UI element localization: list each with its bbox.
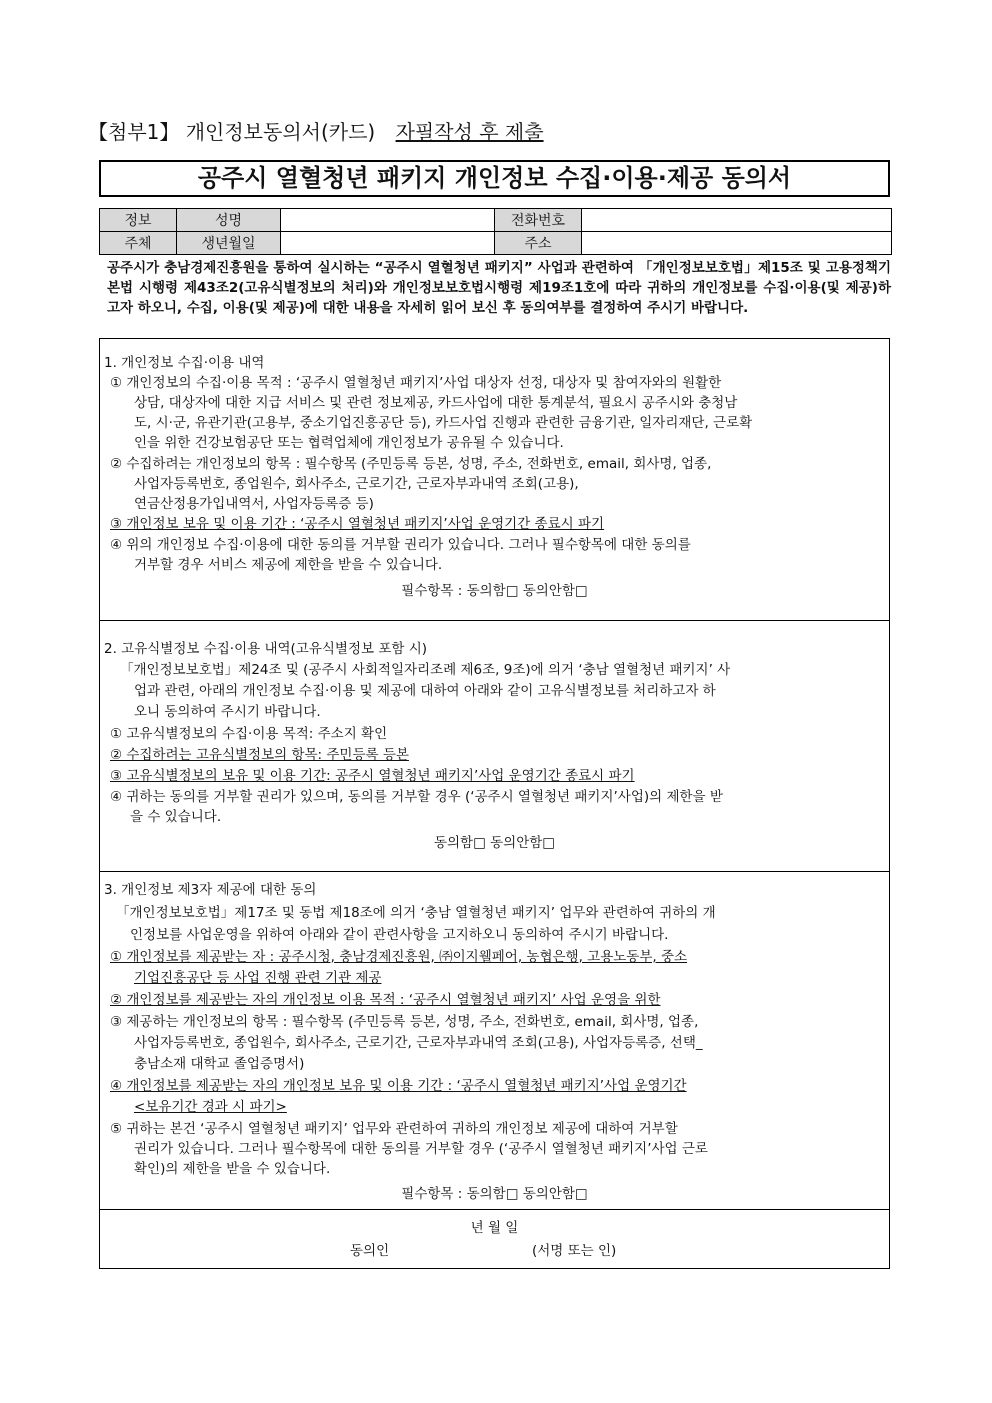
s1-line-3: 도, 시·군, 유관기관(고용부, 중소기업진흥공단 등), 카드사업 진행과 관련한 금융기관, 일자리재단, 근로확 bbox=[134, 415, 753, 431]
address-label: 주소 bbox=[495, 232, 582, 255]
s1-line-4: 인을 위한 건강보험공단 또는 협력업체에 개인정보가 공유될 수 있습니다. bbox=[134, 435, 564, 451]
signature-box bbox=[99, 1210, 890, 1269]
s2-line-7: ④ 귀하는 동의를 거부할 권리가 있으며, 동의를 거부할 경우 (‘공주시 열혈청년 패키지’사업)의 제한을 받 bbox=[110, 789, 723, 805]
phone-field[interactable] bbox=[582, 209, 892, 232]
s1-line-7: 연금산정용가입내역서, 사업자등록증 등) bbox=[134, 496, 374, 512]
signature-date[interactable]: 년 월 일 bbox=[470, 1220, 519, 1236]
s3-line-6: ③ 제공하는 개인정보의 항목 : 필수항목 (주민등록 등본, 성명, 주소, 전화번호, email, 회사명, 업종, bbox=[110, 1014, 699, 1030]
section-1-title: 1. 개인정보 수집·이용 내역 bbox=[104, 355, 265, 371]
s1-line-8: ③ 개인정보 보유 및 이용 기간 : ‘공주시 열혈청년 패키지’사업 운영기간 종료시 파기 bbox=[110, 516, 605, 532]
s3-line-9: ④ 개인정보를 제공받는 자의 개인정보 보유 및 이용 기간 : ‘공주시 열혈청년 패키지’사업 운영기간 bbox=[110, 1078, 687, 1094]
s1-consent[interactable]: 필수항목 : 동의함□ 동의안함□ bbox=[401, 583, 588, 599]
s3-line-1: 「개인정보보호법」제17조 및 동법 제18조에 의거 ‘충남 열혈청년 패키지’ 업무와 관련하여 귀하의 개 bbox=[116, 905, 716, 921]
s2-line-8: 을 수 있습니다. bbox=[130, 809, 222, 825]
s3-line-3: ① 개인정보를 제공받는 자 : 공주시청, 충남경제진흥원, ㈜이지웰페어, 농협은행, 고용노동부, 중소 bbox=[110, 949, 688, 965]
s2-line-4: ① 고유식별정보의 수집·이용 목적: 주소지 확인 bbox=[110, 726, 388, 742]
address-field[interactable] bbox=[582, 232, 892, 255]
name-field[interactable] bbox=[281, 209, 495, 232]
section-2-title: 2. 고유식별정보 수집·이용 내역(고유식별정보 포함 시) bbox=[104, 641, 428, 657]
section-2-box bbox=[99, 621, 890, 872]
s1-line-6: 사업자등록번호, 종업원수, 회사주소, 근로기간, 근로자부과내역 조회(고용), bbox=[134, 476, 579, 492]
s3-line-7: 사업자등록번호, 종업원수, 회사주소, 근로기간, 근로자부과내역 조회(고용), 사업자등록증, 선택_ bbox=[134, 1035, 703, 1051]
s3-line-8: 충남소재 대학교 졸업증명서) bbox=[134, 1056, 305, 1072]
s2-line-5: ② 수집하려는 고유식별정보의 항목: 주민등록 등본 bbox=[110, 747, 409, 763]
info-table bbox=[99, 208, 892, 255]
s3-line-12: 권리가 있습니다. 그러나 필수항목에 대한 동의를 거부할 경우 (‘공주시 열혈청년 패키지’사업 근로 bbox=[134, 1141, 708, 1157]
s1-line-5: ② 수집하려는 개인정보의 항목 : 필수항목 (주민등록 등본, 성명, 주소, 전화번호, email, 회사명, 업종, bbox=[110, 456, 712, 472]
submission-note: 자필작성 후 제출 bbox=[395, 120, 544, 144]
section-3-title: 3. 개인정보 제3자 제공에 대한 동의 bbox=[104, 882, 317, 898]
document-title: 공주시 열혈청년 패키지 개인정보 수집·이용·제공 동의서 bbox=[99, 160, 890, 197]
s1-line-2: 상담, 대상자에 대한 지급 서비스 및 관련 정보제공, 카드사업에 대한 통계분석, 필요시 공주시와 충청남 bbox=[134, 395, 738, 411]
s3-line-2: 인정보를 사업운영을 위하여 아래와 같이 관련사항을 고지하오니 동의하여 주시기 바랍니다. bbox=[130, 927, 669, 943]
s3-line-5: ② 개인정보를 제공받는 자의 개인정보 이용 목적 : ‘공주시 열혈청년 패키지’ 사업 운영을 위한 bbox=[110, 992, 661, 1008]
s3-line-10: <보유기간 경과 시 파기> bbox=[134, 1099, 287, 1115]
section-3-box bbox=[99, 872, 890, 1210]
s2-consent[interactable]: 동의함□ 동의안함□ bbox=[433, 835, 556, 851]
info-row-head-1: 정보 bbox=[100, 209, 177, 232]
s1-line-10: 거부할 경우 서비스 제공에 제한을 받을 수 있습니다. bbox=[134, 557, 443, 573]
name-label: 성명 bbox=[177, 209, 281, 232]
section-1-box bbox=[99, 338, 890, 621]
s2-line-3: 오니 동의하여 주시기 바랍니다. bbox=[134, 704, 321, 720]
intro-paragraph: 공주시가 충남경제진흥원을 통하여 실시하는 “공주시 열혈청년 패키지” 사업과 관련하여 「개인정보보호법」제15조 및 고용정책기본법 시행령 제43조2(고유식별정보의 처리)와 개인정보보호법시행령 제19조1호에 따라 귀하의 개인정보를 수집·이용(및 제공)하고자 하오니, 수집, 이용(및 제공)에 대한 내용을 자세히 읽어 보신 후 동의여부를 결정하여 주시기 바랍니다. bbox=[107, 260, 891, 316]
phone-label: 전화번호 bbox=[495, 209, 582, 232]
signature-field[interactable]: (서명 또는 인) bbox=[532, 1243, 617, 1259]
attachment-label: 【첨부1】 개인정보동의서(카드) bbox=[88, 120, 376, 144]
attachment-header bbox=[88, 116, 544, 145]
s3-line-4: 기업진흥공단 등 사업 진행 관련 기관 제공 bbox=[134, 970, 382, 986]
s3-line-11: ⑤ 귀하는 본건 ‘공주시 열혈청년 패키지’ 업무와 관련하여 귀하의 개인정보 제공에 대하여 거부할 bbox=[110, 1121, 678, 1137]
s3-line-13: 확인)의 제한을 받을 수 있습니다. bbox=[134, 1161, 331, 1177]
birth-field[interactable] bbox=[281, 232, 495, 255]
s2-line-2: 업과 관련, 아래의 개인정보 수집·이용 및 제공에 대하여 아래와 같이 고유식별정보를 처리하고자 하 bbox=[134, 683, 716, 699]
birth-label: 생년월일 bbox=[177, 232, 281, 255]
s1-line-1: ① 개인정보의 수집·이용 목적 : ‘공주시 열혈청년 패키지’사업 대상자 선정, 대상자 및 참여자와의 원활한 bbox=[110, 375, 722, 391]
consenter-label: 동의인 bbox=[350, 1243, 390, 1259]
info-row-head-2: 주체 bbox=[100, 232, 177, 255]
s3-consent[interactable]: 필수항목 : 동의함□ 동의안함□ bbox=[401, 1186, 588, 1202]
s2-line-1: 「개인정보보호법」제24조 및 (공주시 사회적일자리조례 제6조, 9조)에 의거 ‘충남 열혈청년 패키지’ 사 bbox=[120, 662, 731, 678]
s2-line-6: ③ 고유식별정보의 보유 및 이용 기간: 공주시 열혈청년 패키지’사업 운영기간 종료시 파기 bbox=[110, 768, 635, 784]
s1-line-9: ④ 위의 개인정보 수집·이용에 대한 동의를 거부할 권리가 있습니다. 그러나 필수항목에 대한 동의를 bbox=[110, 537, 691, 553]
